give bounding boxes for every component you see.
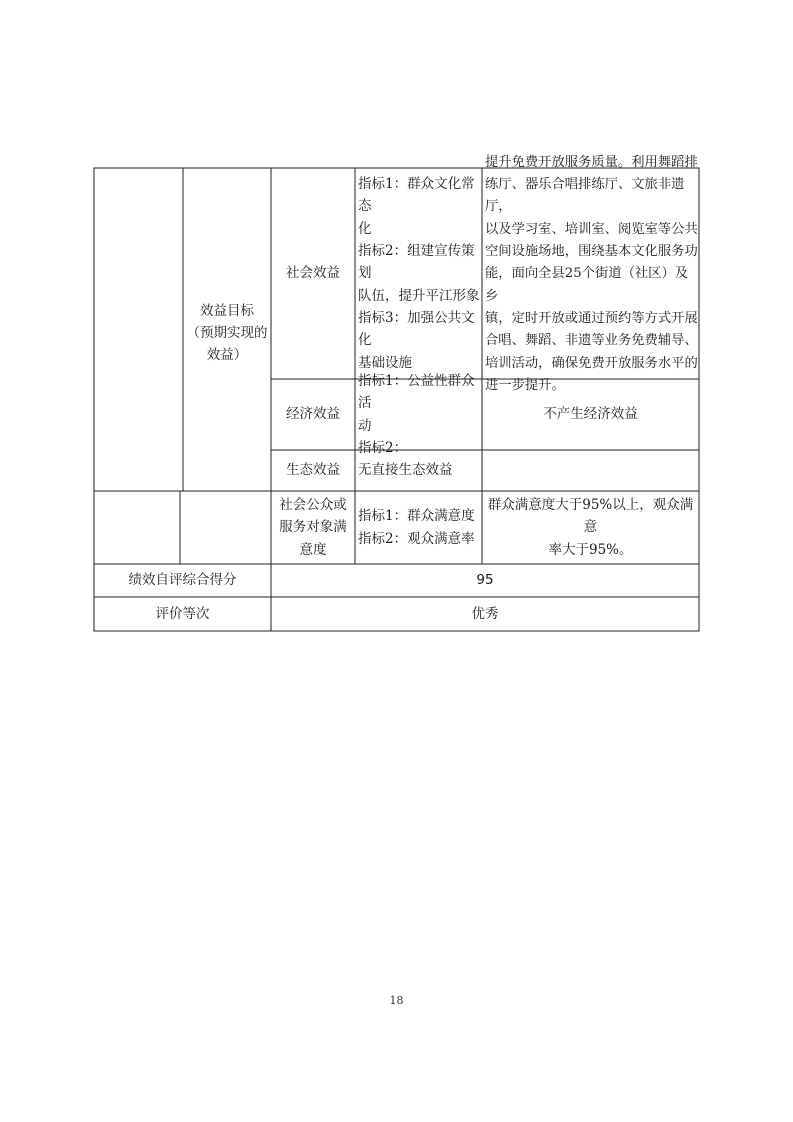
satisfaction-label: 社会公众或 服务对象满 意度 [279,497,347,558]
satisfaction-value: 群众满意度大于95%以上，观众满意 率大于95%。 [487,497,694,558]
page-number: 18 [389,994,404,1007]
social-benefit-value: 提升免费开放服务质量。利用舞蹈排 练厅、器乐合唱排练厅、文旅非遗厅， 以及学习室、培训室、阅览室等公共 空间设施场地，围绕基本文化服务功 能，面向全县25个街道（社区）及乡 镇，定时开放或通过预约等方式开展 合唱、舞蹈、非遗等业务免费辅导、 培训活动，确保免费开放服务水平的 进一步提升。 [485,154,698,393]
social-benefit-label: 社会效益 [286,265,340,282]
ecological-benefit-value [482,450,699,491]
ecological-benefit-label: 生态效益 [286,462,340,479]
grade-label: 评价等次 [155,605,210,622]
satisfaction-indicators: 指标1：群众满意度 指标2：观众满意率 [358,508,475,547]
effect-target-label: 效益目标 （预期实现的 效益） [186,302,268,364]
score-value: 95 [476,572,494,589]
score-label: 绩效自评综合得分 [128,572,237,589]
economic-benefit-indicators: 指标1：公益性群众活 动 指标2： [358,372,475,456]
economic-benefit-value: 不产生经济效益 [543,406,638,423]
social-benefit-indicators: 指标1：群众文化常态 化 指标2：组建宣传策划 队伍，提升平江形象 指标3：加强公共文化 基础设施 [358,176,480,371]
ecological-benefit-indicators: 无直接生态效益 [358,462,453,479]
grade-value: 优秀 [471,605,499,622]
economic-benefit-label: 经济效益 [286,406,340,423]
